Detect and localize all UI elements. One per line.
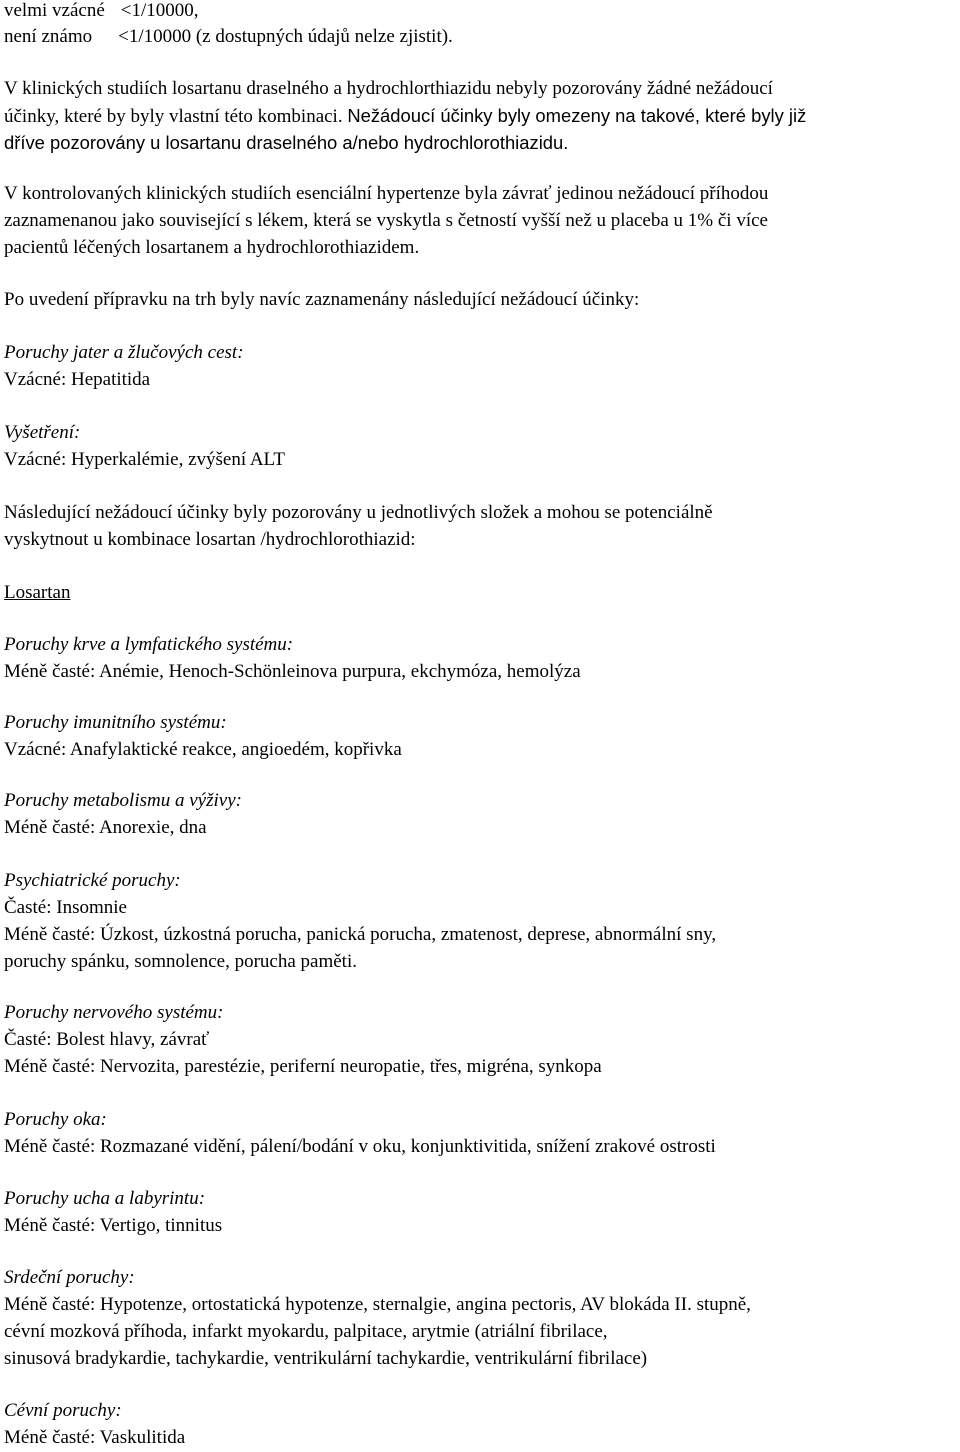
section-heading: Poruchy jater a žlučových cest: [4,342,244,363]
section-line: Méně časté: Vaskulitida [4,1427,186,1448]
section-line: Časté: Bolest hlavy, závrať [4,1029,210,1050]
section-heading: Poruchy metabolismu a výživy: [4,790,242,811]
losartan-title: Losartan [4,582,71,603]
components-intro-line: Následující nežádoucí účinky byly pozorovány u jednotlivých složek a mohou se potenciálně [4,502,713,523]
combination-paragraph-line [4,103,806,131]
hypertension-paragraph-line: V kontrolovaných klinických studiích esenciální hypertenze byla závrať jedinou nežádoucí příhodou [4,183,769,204]
section-line: Vzácné: Hepatitida [4,369,151,390]
section-line: Časté: Insomnie [4,897,127,918]
combination-text-serif: účinky, které by byly vlastní této kombinaci. [4,106,348,127]
combination-paragraph-line: V klinických studiích losartanu draselného a hydrochlorthiazidu nebyly pozorovány žádné nežádoucí [4,78,773,99]
section-heading: Srdeční poruchy: [4,1267,135,1288]
section-line: Vzácné: Hyperkalémie, zvýšení ALT [4,449,286,470]
section-line: Méně časté: Anémie, Henoch-Schönleinova purpura, ekchymóza, hemolýza [4,661,581,682]
section-line: Vzácné: Anafylaktické reakce, angioedém, kopřivka [4,739,402,760]
frequency-value: <1/10000 (z dostupných údajů nelze zjistit). [118,26,453,47]
section-line: sinusová bradykardie, tachykardie, ventrikulární tachykardie, ventrikulární fibrilace) [4,1348,648,1369]
section-line: Méně časté: Vertigo, tinnitus [4,1215,223,1236]
section-line: Méně časté: Rozmazané vidění, pálení/bodání v oku, konjunktivitida, snížení zrakové ostrosti [4,1136,716,1157]
frequency-unknown [4,24,453,51]
section-heading: Cévní poruchy: [4,1400,122,1421]
section-line: poruchy spánku, somnolence, porucha paměti. [4,951,357,972]
combination-paragraph-line: dříve pozorovány u losartanu draselného a/nebo hydrochlorothiazidu. [4,132,569,153]
hypertension-paragraph-line: pacientů léčených losartanem a hydrochlorothiazidem. [4,237,420,258]
frequency-value: <1/10000, [120,0,199,21]
section-line: cévní mozková příhoda, infarkt myokardu, palpitace, arytmie (atriální fibrilace, [4,1321,608,1342]
postmarketing-intro: Po uvedení přípravku na trh byly navíc zaznamenány následující nežádoucí účinky: [4,289,640,310]
frequency-label: velmi vzácné [4,0,105,21]
section-heading: Poruchy ucha a labyrintu: [4,1188,206,1209]
section-line: Méně časté: Nervozita, parestézie, periferní neuropatie, třes, migréna, synkopa [4,1056,602,1077]
section-heading: Poruchy imunitního systému: [4,712,227,733]
section-heading: Poruchy krve a lymfatického systému: [4,634,294,655]
section-heading: Vyšetření: [4,422,81,443]
frequency-very-rare [4,0,199,25]
components-intro-line: vyskytnout u kombinace losartan /hydrochlorothiazid: [4,529,416,550]
combination-text-sans: Nežádoucí účinky byly omezeny na takové, které byly již [347,105,807,126]
section-line: Méně časté: Úzkost, úzkostná porucha, panická porucha, zmatenost, deprese, abnormální sny, [4,924,717,945]
hypertension-paragraph-line: zaznamenanou jako související s lékem, která se vyskytla s četností vyšší než u placeba u 1% či více [4,210,768,231]
frequency-label: není známo [4,26,93,47]
section-heading: Poruchy nervového systému: [4,1002,224,1023]
section-heading: Poruchy oka: [4,1109,107,1130]
section-heading: Psychiatrické poruchy: [4,870,181,891]
section-line: Méně časté: Anorexie, dna [4,817,207,838]
section-line: Méně časté: Hypotenze, ortostatická hypotenze, sternalgie, angina pectoris, AV blokáda II. stupně, [4,1294,751,1315]
